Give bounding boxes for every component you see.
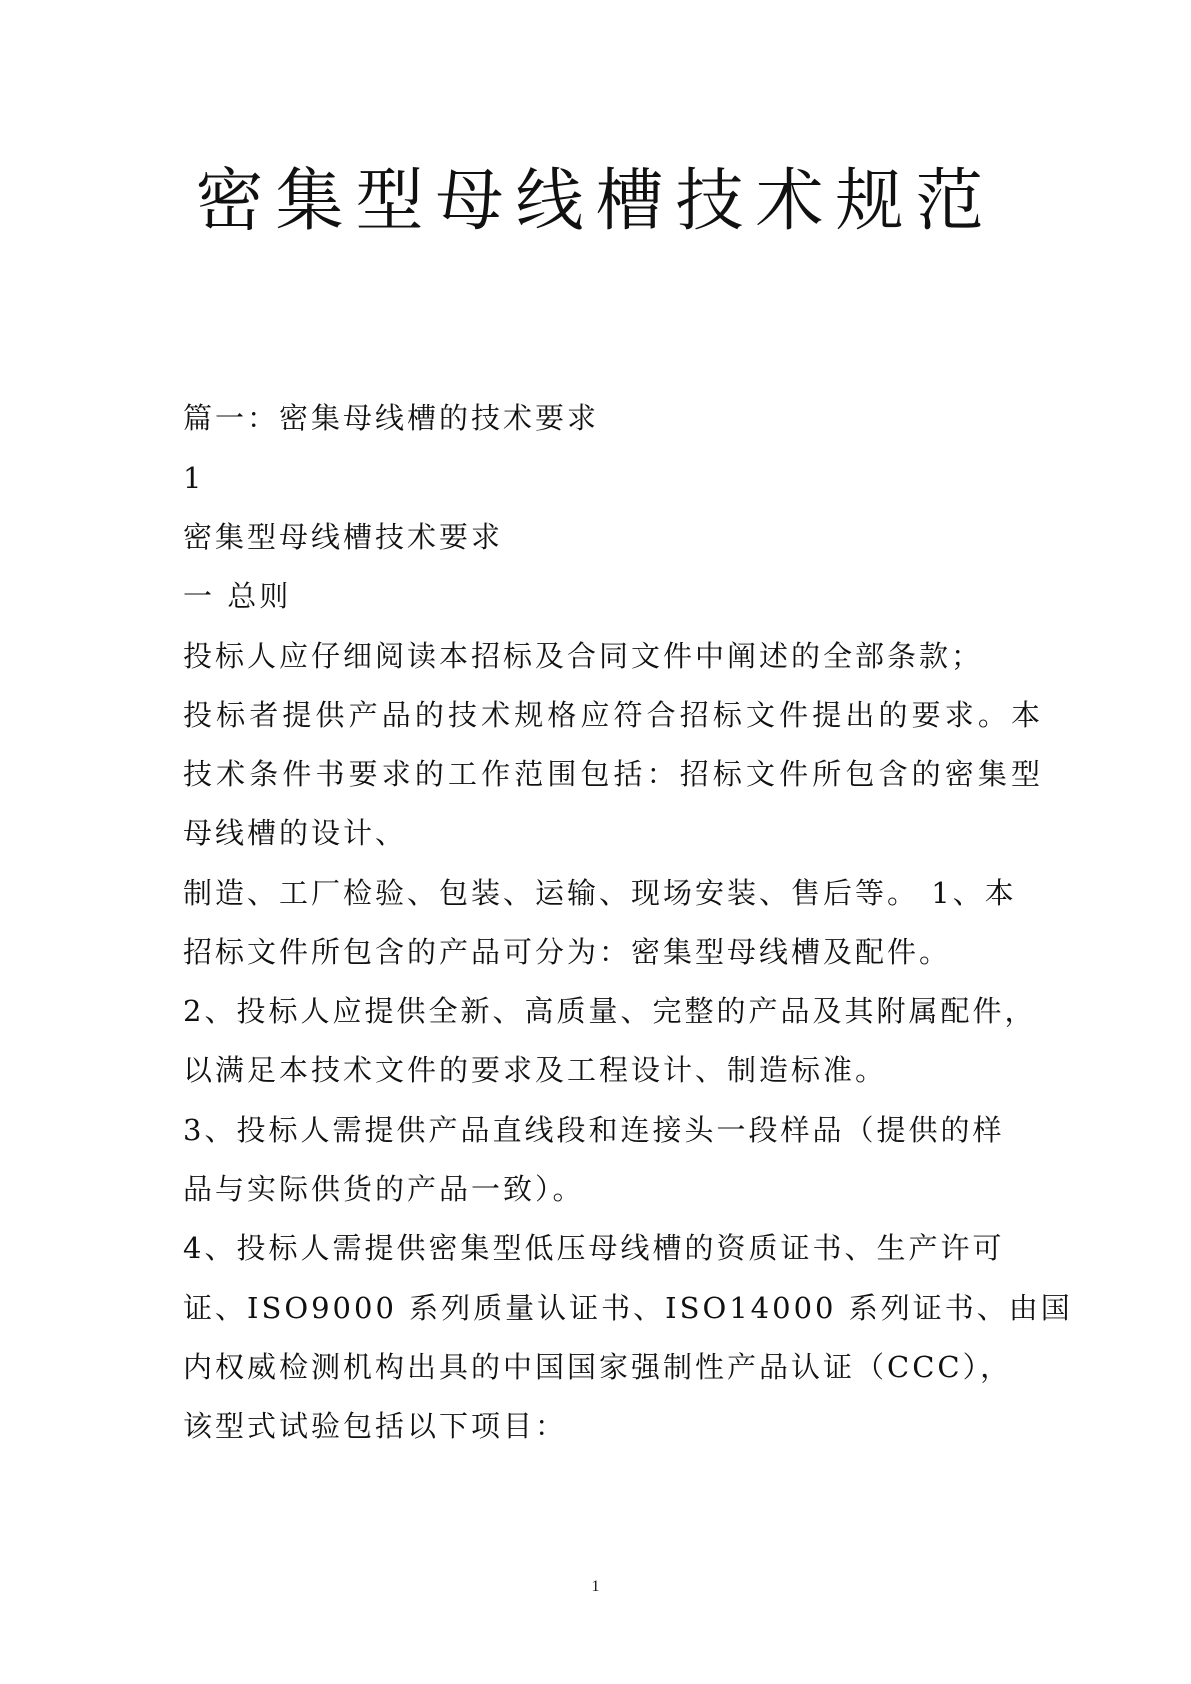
chapter-heading: 一 总则 bbox=[183, 579, 292, 613]
paragraph-line: 品与实际供货的产品一致）。 bbox=[183, 1172, 585, 1206]
paragraph-line: 4、投标人需提供密集型低压母线槽的资质证书、生产许可 bbox=[183, 1231, 1005, 1265]
document-title: 密集型母线槽技术规范 bbox=[195, 162, 996, 241]
page-number: 1 bbox=[591, 1578, 600, 1595]
paragraph-line: 投标人应仔细阅读本招标及合同文件中阐述的全部条款； bbox=[183, 639, 984, 673]
paragraph-line: 该型式试验包括以下项目： bbox=[183, 1409, 568, 1443]
paragraph-line: 证、ISO9000 系列质量认证书、ISO14000 系列证书、由国 bbox=[183, 1291, 1073, 1325]
section-heading: 篇一：密集母线槽的技术要求 bbox=[183, 401, 600, 435]
paragraph-line: 以满足本技术文件的要求及工程设计、制造标准。 bbox=[183, 1053, 888, 1087]
paragraph-line: 内权威检测机构出具的中国国家强制性产品认证（CCC）， bbox=[183, 1350, 1013, 1384]
section-number: 1 bbox=[183, 461, 205, 495]
paragraph-line: 2、投标人应提供全新、高质量、完整的产品及其附属配件， bbox=[183, 994, 1037, 1028]
paragraph-line: 制造、工厂检验、包装、运输、现场安装、售后等。 1、本 bbox=[183, 876, 1017, 910]
paragraph-line: 技术条件书要求的工作范围包括：招标文件所包含的密集型 bbox=[183, 757, 1043, 791]
paragraph-line: 招标文件所包含的产品可分为：密集型母线槽及配件。 bbox=[183, 935, 952, 969]
subtitle: 密集型母线槽技术要求 bbox=[183, 520, 504, 554]
paragraph-line: 母线槽的设计、 bbox=[183, 816, 408, 850]
paragraph-line: 投标者提供产品的技术规格应符合招标文件提出的要求。本 bbox=[183, 698, 1043, 732]
paragraph-line: 3、投标人需提供产品直线段和连接头一段样品（提供的样 bbox=[183, 1113, 1005, 1147]
